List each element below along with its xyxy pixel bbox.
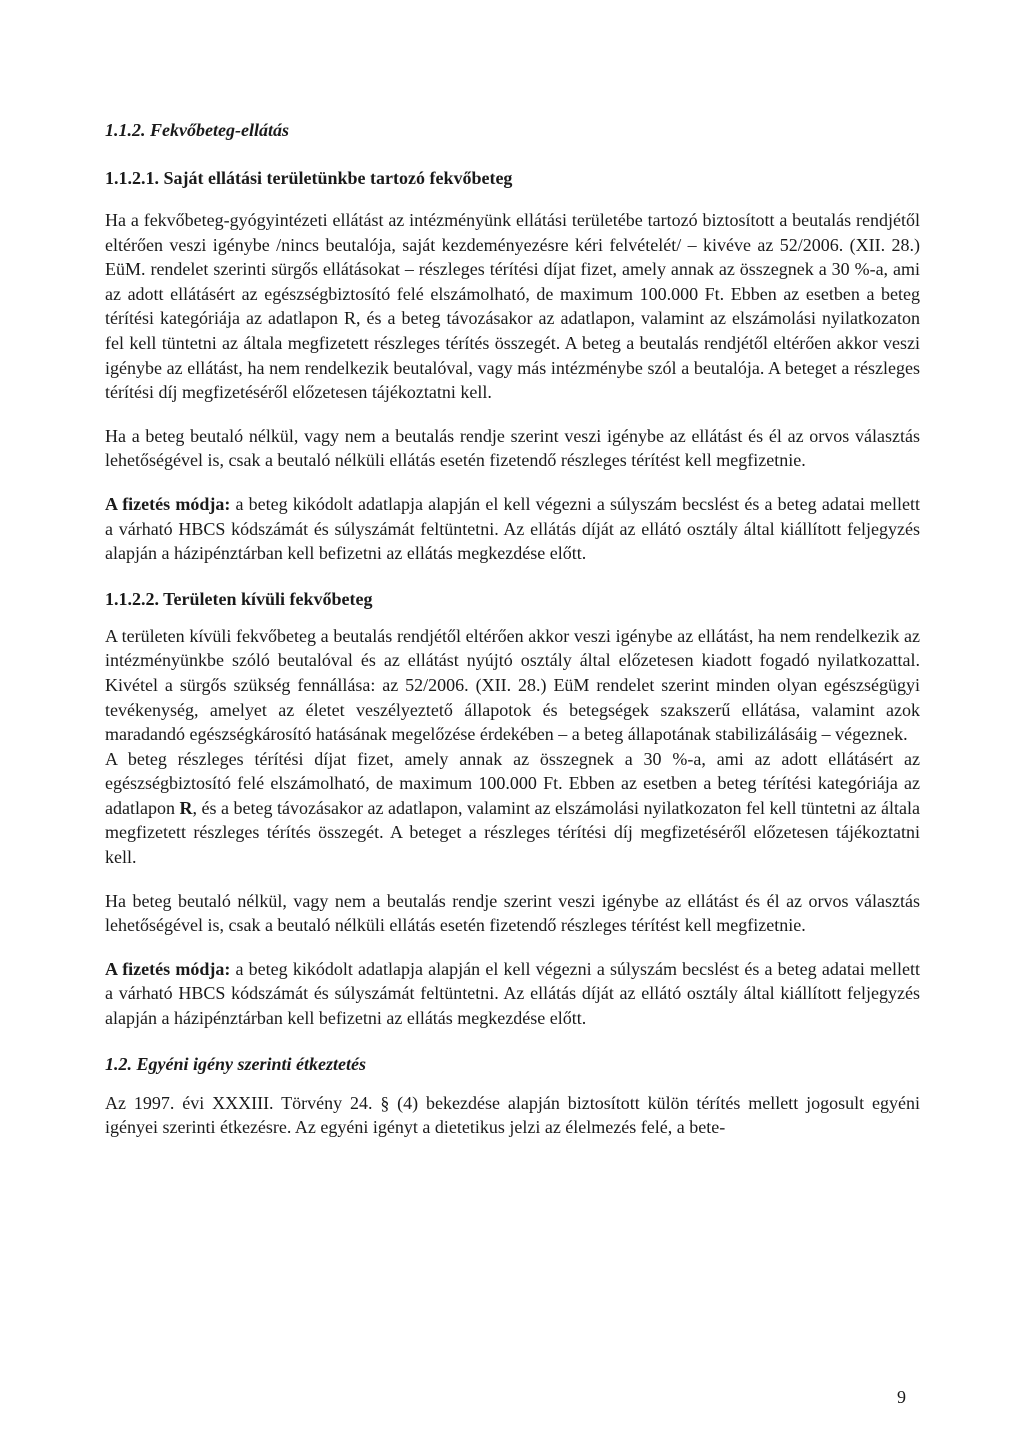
section-1-1-2-2-paragraph-2 — [105, 747, 920, 870]
section-1-1-2-2-heading: 1.1.2.2. Területen kívüli fekvőbeteg — [105, 588, 373, 609]
section-1-2-paragraph-1: Az 1997. évi XXXIII. Törvény 24. § (4) bekezdése alapján biztosított külön térítés mellett jogosult egyéni igényei szerinti étkezésre. Az egyéni igényt a dietetikus jelzi az élelmezés felé, a bete- — [105, 1092, 920, 1138]
paragraph-2-end: , és a beteg távozásakor az adatlapon, valamint az elszámolási nyilatkozaton fel kell tüntetni az általa megfizetett részleges térítés összegét. A beteget a részleges térítési díj megfizetéséről előzetesen tájékoztatni kell. — [105, 797, 920, 868]
section-1-1-2-1-heading: 1.1.2.1. Saját ellátási területünkbe tartozó fekvőbeteg — [105, 168, 513, 188]
section-1-1-2-1-payment-paragraph — [105, 492, 920, 566]
section-1-1-2-1-paragraph-2: Ha a beteg beutaló nélkül, vagy nem a beutalás rendje szerint veszi igénybe az ellátást és él az orvos választás lehetőségével is, csak a beutaló nélküli ellátás esetén fizetendő részleges térítést kell megfizetnie. — [105, 425, 920, 471]
document-page — [105, 120, 920, 1140]
section-1-1-2-heading: 1.1.2. Fekvőbeteg-ellátás — [105, 120, 289, 140]
payment-method-label: A fizetés módja: — [105, 958, 231, 979]
section-1-2-heading: 1.2. Egyéni igény szerinti étkeztetés — [105, 1053, 366, 1074]
paragraph-2-start: A beteg részleges térítési díjat fizet, amely annak az összegnek a 30 %-a, ami az adott ellátásért az egészségbiztosító felé elszámolható, de maximum 100.000 Ft. Ebben az esetben a beteg térítési kategóriája az adatlapon — [105, 748, 920, 818]
section-1-1-2-1-paragraph-1: Ha a fekvőbeteg-gyógyintézeti ellátást az intézményünk ellátási területébe tartozó biztosított a beutalás rendjétől eltérően veszi igénybe /nincs beutalója, saját kezdeményezésre kéri felvételét/ – kivéve az 52/2006. (XII. 28.) EüM. rendelet szerinti sürgős ellátásokat – részleges térítési díjat fizet, amely annak az összegnek a 30 %-a, ami az adott ellátásért az egészségbiztosító felé elszámolható, de maximum 100.000 Ft. Ebben az esetben a beteg térítési kategóriája az adatlapon R, és a beteg távozásakor az adatlapon, valamint az elszámolási nyilatkozaton fel kell tüntetni az általa megfizetett részleges térítés összegét. A beteg a beutalás rendjétől eltérően akkor veszi igénybe az ellátást, ha nem rendelkezik beutalóval, vagy más intézménybe szól a beutalója. A beteget a részleges térítési díj megfizetéséről előzetesen tájékoztatni kell. — [105, 210, 920, 403]
payment-method-label: A fizetés módja: — [105, 493, 231, 514]
section-1-1-2-2-paragraph-3: Ha beteg beutaló nélkül, vagy nem a beutalás rendje szerint veszi igénybe az ellátást és él az orvos választás lehetőségével is, csak a beutaló nélküli ellátás esetén fizetendő részleges térítést kell megfizetnie. — [105, 890, 920, 936]
payment-method-text: a beteg kikódolt adatlapja alapján el kell végezni a súlyszám becslést és a beteg adatai mellett a várható HBCS kódszámát és súlyszámát feltüntetni. Az ellátás díját az ellátó osztály által kiállított feljegyzés alapján a házipénztárban kell befizetni az ellátás megkezdése előtt. — [105, 493, 920, 564]
payment-method-text: a beteg kikódolt adatlapja alapján el kell végezni a súlyszám becslést és a beteg adatai mellett a várható HBCS kódszámát és súlyszámát feltüntetni. Az ellátás díját az ellátó osztály által kiállított feljegyzés alapján a házipénztárban kell befizetni az ellátás megkezdése előtt. — [105, 958, 920, 1029]
category-code: R — [179, 797, 193, 818]
page-number: 9 — [897, 1387, 906, 1407]
section-1-1-2-2-payment-paragraph — [105, 957, 920, 1031]
section-1-1-2-2-paragraph-1: A területen kívüli fekvőbeteg a beutalás rendjétől eltérően akkor veszi igénybe az ellátást, ha nem rendelkezik az intézményünkbe szóló beutalóval és az ellátást nyújtó osztály által előzetesen kiadott fogadó nyilatkozattal. Kivétel a sürgős szükség fennállása: az 52/2006. (XII. 28.) EüM rendelet szerint minden olyan egészségügyi tevékenység, amelyet az életet veszélyeztető állapotok és betegségek szakszerű ellátása, valamint azok maradandó egészségkárosító hatásának megelőzése érdekében – a beteg állapotának stabilizálásáig – végeznek. — [105, 625, 920, 745]
